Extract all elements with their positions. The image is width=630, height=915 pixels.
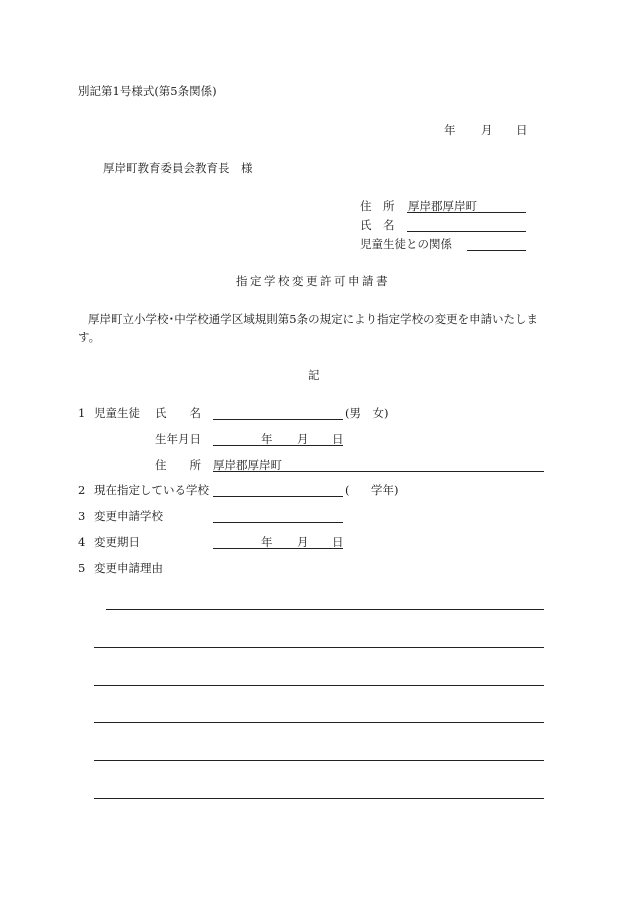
reason-line[interactable] <box>106 609 544 610</box>
birth-day-label: 日 <box>332 432 344 446</box>
item2-label: 現在指定している学校 <box>94 483 209 497</box>
item5-number: 5 <box>78 561 86 575</box>
change-month-label: 月 <box>297 535 309 549</box>
current-school-underline[interactable] <box>213 496 343 497</box>
item5-label: 変更申請理由 <box>94 561 163 575</box>
applicant-name-label: 氏 名 <box>360 218 395 232</box>
applicant-address-value: 厚岸郡厚岸町 <box>408 199 477 213</box>
reason-line[interactable] <box>94 722 544 723</box>
new-school-underline[interactable] <box>213 522 343 523</box>
item2-number: 2 <box>78 483 86 497</box>
body-text-line1: 厚岸町立小学校･中学校通学区域規則第5条の規定により指定学校の変更を申請いたしま <box>88 312 539 326</box>
item3-label: 変更申請学校 <box>94 509 163 523</box>
item4-number: 4 <box>78 535 86 549</box>
relation-label: 児童生徒との関係 <box>360 237 452 251</box>
form-number-label: 別記第1号様式(第5条関係) <box>78 84 217 98</box>
birthdate-underline[interactable] <box>213 445 343 446</box>
item4-label: 変更期日 <box>94 535 140 549</box>
document-title: 指定学校変更許可申請書 <box>236 274 390 288</box>
grade-open-paren: ( <box>345 483 350 497</box>
reason-line[interactable] <box>94 760 544 761</box>
date-year-label: 年 <box>444 123 456 137</box>
birth-year-label: 年 <box>261 432 273 446</box>
sex-selector[interactable]: (男 女) <box>345 406 389 420</box>
student-name-underline[interactable] <box>213 419 343 420</box>
student-name-label: 氏 名 <box>155 406 201 420</box>
change-day-label: 日 <box>332 535 344 549</box>
reason-line[interactable] <box>94 647 544 648</box>
relation-underline[interactable] <box>467 250 526 251</box>
student-address-underline[interactable] <box>213 471 544 472</box>
grade-label: 学年) <box>371 483 399 497</box>
birth-month-label: 月 <box>297 432 309 446</box>
body-text-line2: す。 <box>78 330 101 344</box>
item3-number: 3 <box>78 509 86 523</box>
date-day-label: 日 <box>516 123 528 137</box>
applicant-name-underline[interactable] <box>407 231 526 232</box>
applicant-address-label: 住 所 <box>360 199 395 213</box>
change-date-underline[interactable] <box>213 548 343 549</box>
applicant-address-underline[interactable] <box>407 212 526 213</box>
item1-number: 1 <box>78 406 86 420</box>
addressee: 厚岸町教育委員会教育長 様 <box>103 161 253 175</box>
student-address-label: 住 所 <box>155 458 201 472</box>
birthdate-label: 生年月日 <box>155 432 201 446</box>
ki-label: 記 <box>308 368 320 382</box>
reason-line[interactable] <box>94 685 544 686</box>
item1-label: 児童生徒 <box>94 406 140 420</box>
date-month-label: 月 <box>481 123 493 137</box>
student-address-value: 厚岸郡厚岸町 <box>213 458 282 472</box>
change-year-label: 年 <box>261 535 273 549</box>
reason-line[interactable] <box>94 798 544 799</box>
